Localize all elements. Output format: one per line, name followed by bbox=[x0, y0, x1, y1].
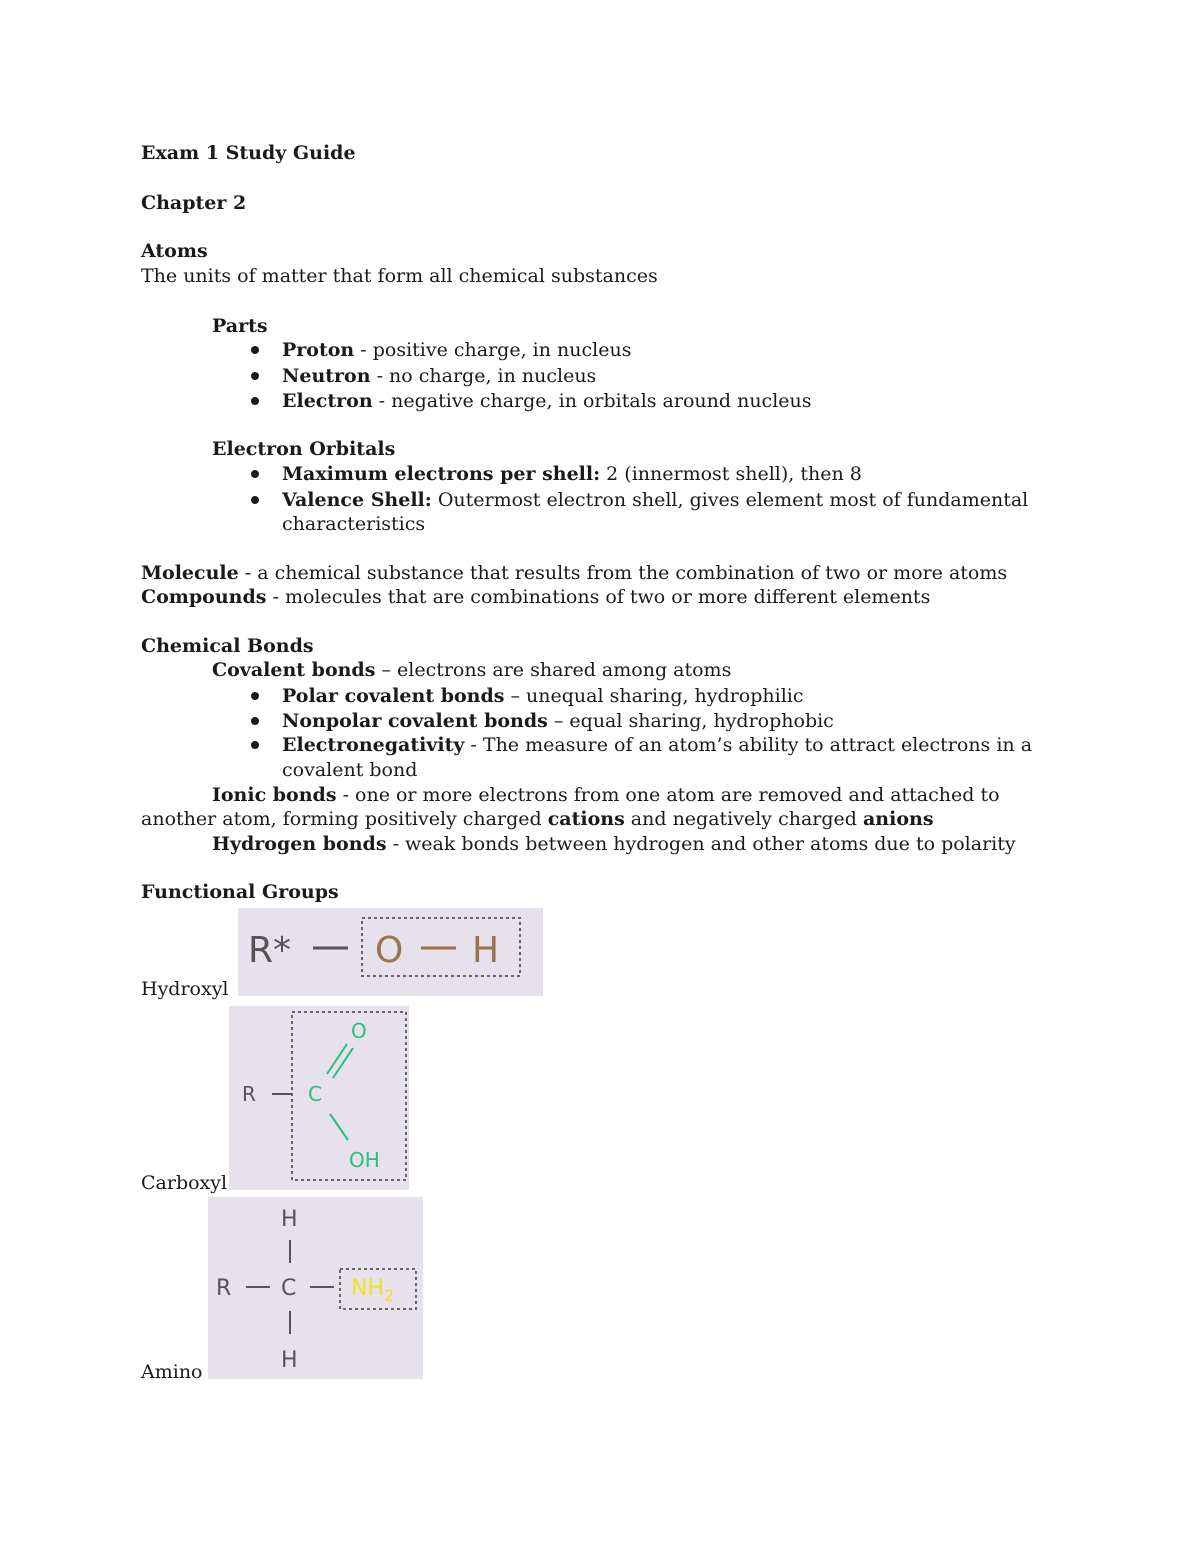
carboxyl-label: Carboxyl bbox=[141, 1172, 228, 1194]
atoms-definition: The units of matter that form all chemical substances bbox=[141, 265, 658, 287]
hydrogen-bonds: Hydrogen bonds - weak bonds between hydrogen and other atoms due to polarity bbox=[212, 833, 1016, 855]
carboxyl-figure bbox=[229, 1006, 409, 1190]
list-item-valence-shell: Valence Shell: Outermost electron shell, gives element most of fundamental bbox=[282, 489, 1029, 511]
carboxyl-r-atom: R bbox=[242, 1082, 256, 1106]
hydroxyl-figure bbox=[238, 908, 543, 996]
chapter-heading: Chapter 2 bbox=[141, 192, 247, 214]
amino-structure bbox=[208, 1197, 423, 1379]
ionic-bonds: Ionic bonds - one or more electrons from one atom are removed and attached to bbox=[212, 784, 1000, 806]
hydroxyl-label: Hydroxyl bbox=[141, 978, 229, 1000]
ionic-bonds-cont: another atom, forming positively charged cations and negatively charged anions bbox=[141, 808, 934, 830]
list-item-neutron: Neutron - no charge, in nucleus bbox=[282, 365, 597, 387]
hydroxyl-r-atom: R* bbox=[248, 930, 292, 971]
chemical-bonds-heading: Chemical Bonds bbox=[141, 635, 314, 657]
list-item-max-electrons: Maximum electrons per shell: 2 (innermost shell), then 8 bbox=[282, 463, 862, 485]
carboxyl-single-bond bbox=[330, 1114, 348, 1140]
amino-c-atom: C bbox=[281, 1276, 297, 1301]
list-item-nonpolar: Nonpolar covalent bonds – equal sharing, hydrophobic bbox=[282, 710, 834, 732]
bullet-icon bbox=[251, 692, 259, 700]
bullet-icon bbox=[251, 397, 259, 405]
carboxyl-o-atom: O bbox=[351, 1019, 367, 1043]
amino-h-bottom-atom: H bbox=[281, 1348, 298, 1373]
bullet-icon bbox=[251, 470, 259, 478]
document-title: Exam 1 Study Guide bbox=[141, 142, 356, 164]
compounds-definition: Compounds - molecules that are combinations of two or more different elements bbox=[141, 586, 931, 608]
orbitals-heading: Electron Orbitals bbox=[212, 438, 396, 460]
amino-h-top-atom: H bbox=[281, 1207, 298, 1232]
carboxyl-c-atom: C bbox=[308, 1082, 322, 1106]
list-item-electronegativity: Electronegativity - The measure of an atom’s ability to attract electrons in a bbox=[282, 734, 1033, 756]
parts-heading: Parts bbox=[212, 315, 268, 337]
list-item-proton: Proton - positive charge, in nucleus bbox=[282, 339, 632, 361]
hydroxyl-h-atom: H bbox=[472, 930, 500, 971]
bullet-icon bbox=[251, 496, 259, 504]
functional-groups-heading: Functional Groups bbox=[141, 881, 339, 903]
amino-nh2-group: $NH_2$ bbox=[351, 1276, 395, 1305]
carboxyl-oh-group: OH bbox=[349, 1148, 380, 1172]
bullet-icon bbox=[251, 741, 259, 749]
bullet-icon bbox=[251, 346, 259, 354]
hydroxyl-structure bbox=[238, 908, 543, 996]
amino-figure bbox=[208, 1197, 423, 1379]
bullet-icon bbox=[251, 372, 259, 380]
list-item-electronegativity-cont: covalent bond bbox=[282, 759, 418, 781]
list-item-valence-shell-cont: characteristics bbox=[282, 513, 426, 535]
carboxyl-structure bbox=[229, 1006, 409, 1190]
molecule-definition: Molecule - a chemical substance that results from the combination of two or more atoms bbox=[141, 562, 1008, 584]
list-item-polar: Polar covalent bonds – unequal sharing, hydrophilic bbox=[282, 685, 804, 707]
list-item-electron: Electron - negative charge, in orbitals around nucleus bbox=[282, 390, 812, 412]
amino-r-atom: R bbox=[216, 1276, 232, 1301]
covalent-bonds: Covalent bonds – electrons are shared among atoms bbox=[212, 659, 732, 681]
bullet-icon bbox=[251, 717, 259, 725]
hydroxyl-o-atom: O bbox=[375, 930, 404, 971]
amino-label: Amino bbox=[141, 1361, 203, 1383]
carboxyl-double-bond-1 bbox=[327, 1044, 347, 1074]
carboxyl-double-bond-2 bbox=[333, 1048, 353, 1078]
atoms-heading: Atoms bbox=[141, 240, 208, 262]
